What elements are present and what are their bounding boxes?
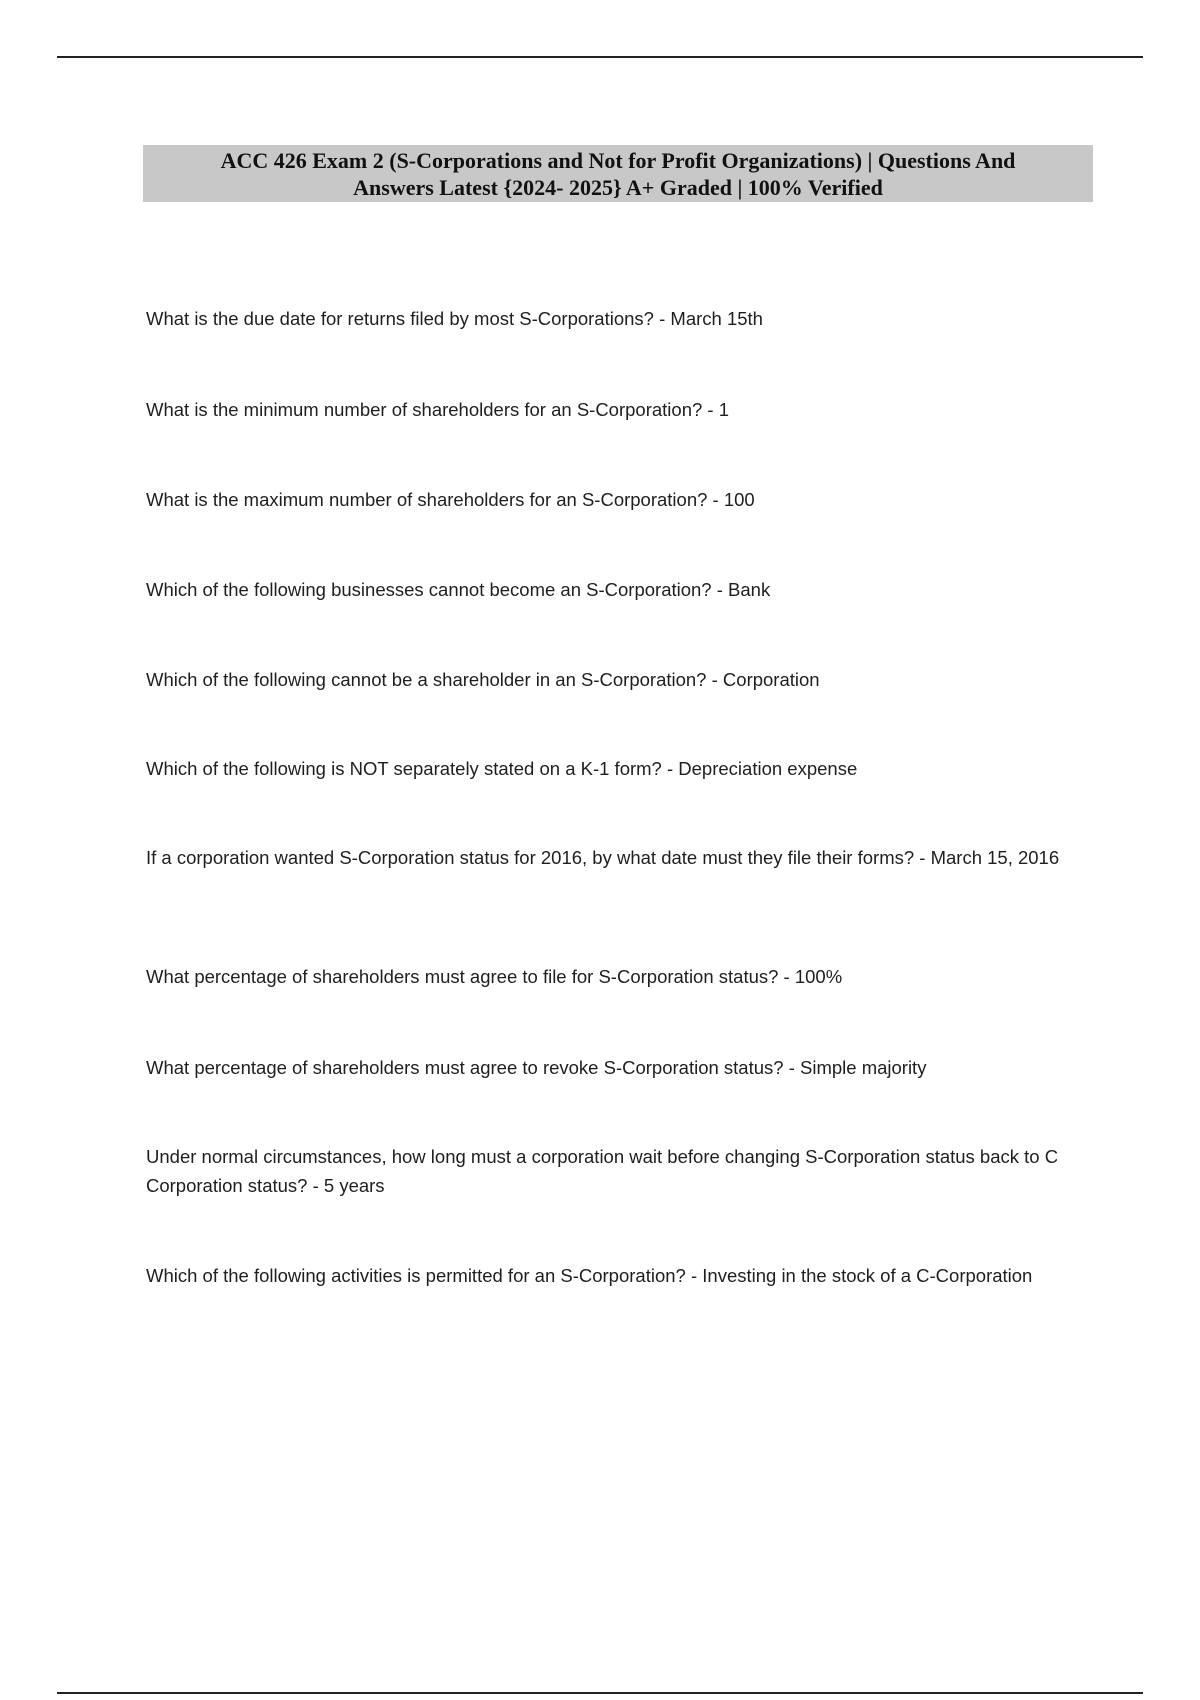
qa-item-3: What is the maximum number of shareholders for an S-Corporation? - 100 (146, 489, 755, 510)
document-title-line-1: ACC 426 Exam 2 (S-Corporations and Not for Profit Organizations) | Questions And (220, 148, 1016, 173)
qa-item-11: Which of the following activities is permitted for an S-Corporation? - Investing in the stock of a C-Corporation (146, 1265, 1033, 1286)
top-rule (57, 56, 1143, 58)
qa-item-9: What percentage of shareholders must agree to revoke S-Corporation status? - Simple majority (146, 1057, 927, 1078)
qa-item-2: What is the minimum number of shareholders for an S-Corporation? - 1 (146, 399, 730, 420)
qa-item-5: Which of the following cannot be a shareholder in an S-Corporation? - Corporation (146, 669, 820, 690)
qa-item-7: If a corporation wanted S-Corporation status for 2016, by what date must they file their forms? - March 15, 2016 (146, 847, 1060, 868)
qa-item-4: Which of the following businesses cannot become an S-Corporation? - Bank (146, 579, 771, 600)
bottom-rule (57, 1692, 1143, 1694)
document-title-box (143, 145, 1093, 202)
document-title-line-2: Answers Latest {2024- 2025} A+ Graded | 100% Verified (353, 175, 883, 200)
qa-item-10: Under normal circumstances, how long must a corporation wait before changing S-Corporation status back to C Corporation status? - 5 years (146, 1146, 1059, 1196)
qa-item-8: What percentage of shareholders must agree to file for S-Corporation status? - 100% (146, 966, 843, 987)
qa-item-6: Which of the following is NOT separately stated on a K-1 form? - Depreciation expense (146, 758, 858, 779)
qa-item-1: What is the due date for returns filed by most S-Corporations? - March 15th (146, 308, 763, 329)
